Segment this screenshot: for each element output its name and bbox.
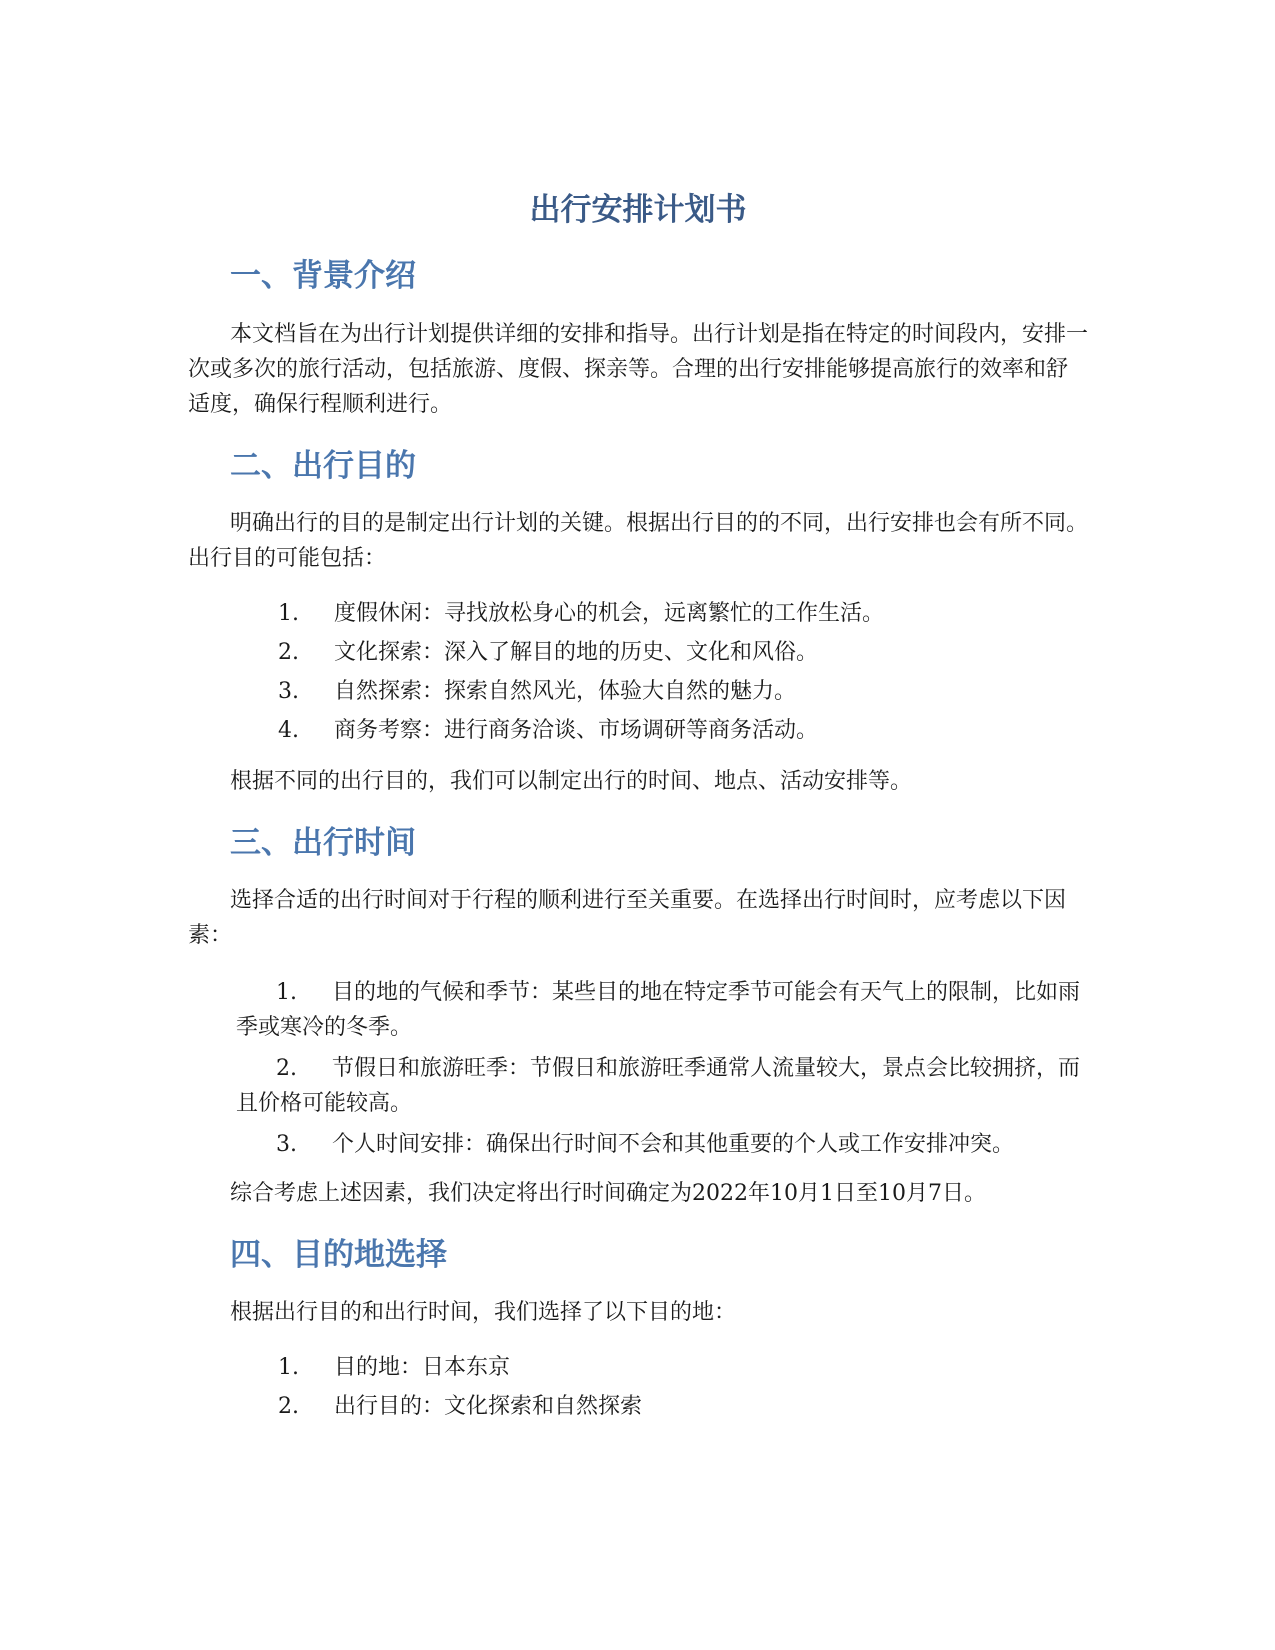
list-item	[188, 1387, 1088, 1426]
list-text: 自然探索：探索自然风光，体验大自然的魅力。	[334, 678, 797, 704]
list-text: 节假日和旅游旺季：节假日和旅游旺季通常人流量较大，景点会比较拥挤，而且价格可能较高。	[236, 1056, 1081, 1117]
list-item	[188, 975, 1088, 1045]
list-number: 2.	[276, 1056, 297, 1082]
destination-list	[188, 1348, 1088, 1426]
section-closing: 根据不同的出行目的，我们可以制定出行的时间、地点、活动安排等。	[230, 768, 913, 794]
list-number: 1.	[278, 1355, 299, 1381]
list-number: 1.	[278, 600, 299, 626]
section-paragraph: 选择合适的出行时间对于行程的顺利进行至关重要。在选择出行时间时，应考虑以下因素：	[188, 888, 1067, 949]
section-time	[188, 823, 1088, 1211]
list-text: 度假休闲：寻找放松身心的机会，远离繁忙的工作生活。	[334, 600, 885, 626]
list-item	[188, 1348, 1088, 1387]
section-heading: 一、背景介绍	[230, 258, 416, 295]
list-text: 目的地的气候和季节：某些目的地在特定季节可能会有天气上的限制，比如雨季或寒冷的冬季。	[236, 980, 1081, 1041]
section-heading: 三、出行时间	[230, 824, 416, 861]
section-background	[188, 256, 1088, 421]
list-item	[188, 1127, 1088, 1162]
document-page	[188, 190, 1088, 1440]
section-purpose	[188, 446, 1088, 799]
list-text: 文化探索：深入了解目的地的历史、文化和风俗。	[334, 639, 819, 665]
list-text: 商务考察：进行商务洽谈、市场调研等商务活动。	[334, 717, 819, 743]
list-number: 2.	[278, 639, 299, 665]
section-paragraph: 本文档旨在为出行计划提供详细的安排和指导。出行计划是指在特定的时间段内，安排一次或多次的旅行活动，包括旅游、度假、探亲等。合理的出行安排能够提高旅行的效率和舒适度，确保行程顺利进行。	[188, 321, 1089, 417]
section-heading: 二、出行目的	[230, 447, 416, 484]
section-paragraph: 明确出行的目的是制定出行计划的关键。根据出行目的的不同，出行安排也会有所不同。出行目的可能包括：	[188, 510, 1089, 571]
list-item	[188, 1051, 1088, 1121]
section-destination	[188, 1235, 1088, 1426]
list-item	[188, 672, 1088, 711]
section-closing: 综合考虑上述因素，我们决定将出行时间确定为2022年10月1日至10月7日。	[230, 1181, 986, 1207]
list-text: 个人时间安排：确保出行时间不会和其他重要的个人或工作安排冲突。	[332, 1132, 1015, 1158]
purpose-list	[188, 594, 1088, 750]
list-number: 1.	[276, 980, 297, 1006]
list-text: 目的地：日本东京	[334, 1355, 511, 1381]
section-paragraph: 根据出行目的和出行时间，我们选择了以下目的地：	[230, 1300, 737, 1326]
list-text: 出行目的：文化探索和自然探索	[334, 1394, 643, 1420]
section-heading: 四、目的地选择	[230, 1237, 447, 1274]
list-number: 4.	[278, 717, 299, 743]
list-item	[188, 711, 1088, 750]
list-item	[188, 594, 1088, 633]
list-item	[188, 633, 1088, 672]
list-number: 3.	[278, 678, 299, 704]
list-number: 2.	[278, 1394, 299, 1420]
document-title: 出行安排计划书	[529, 192, 747, 228]
list-number: 3.	[276, 1132, 297, 1158]
time-factors-list	[188, 975, 1088, 1162]
